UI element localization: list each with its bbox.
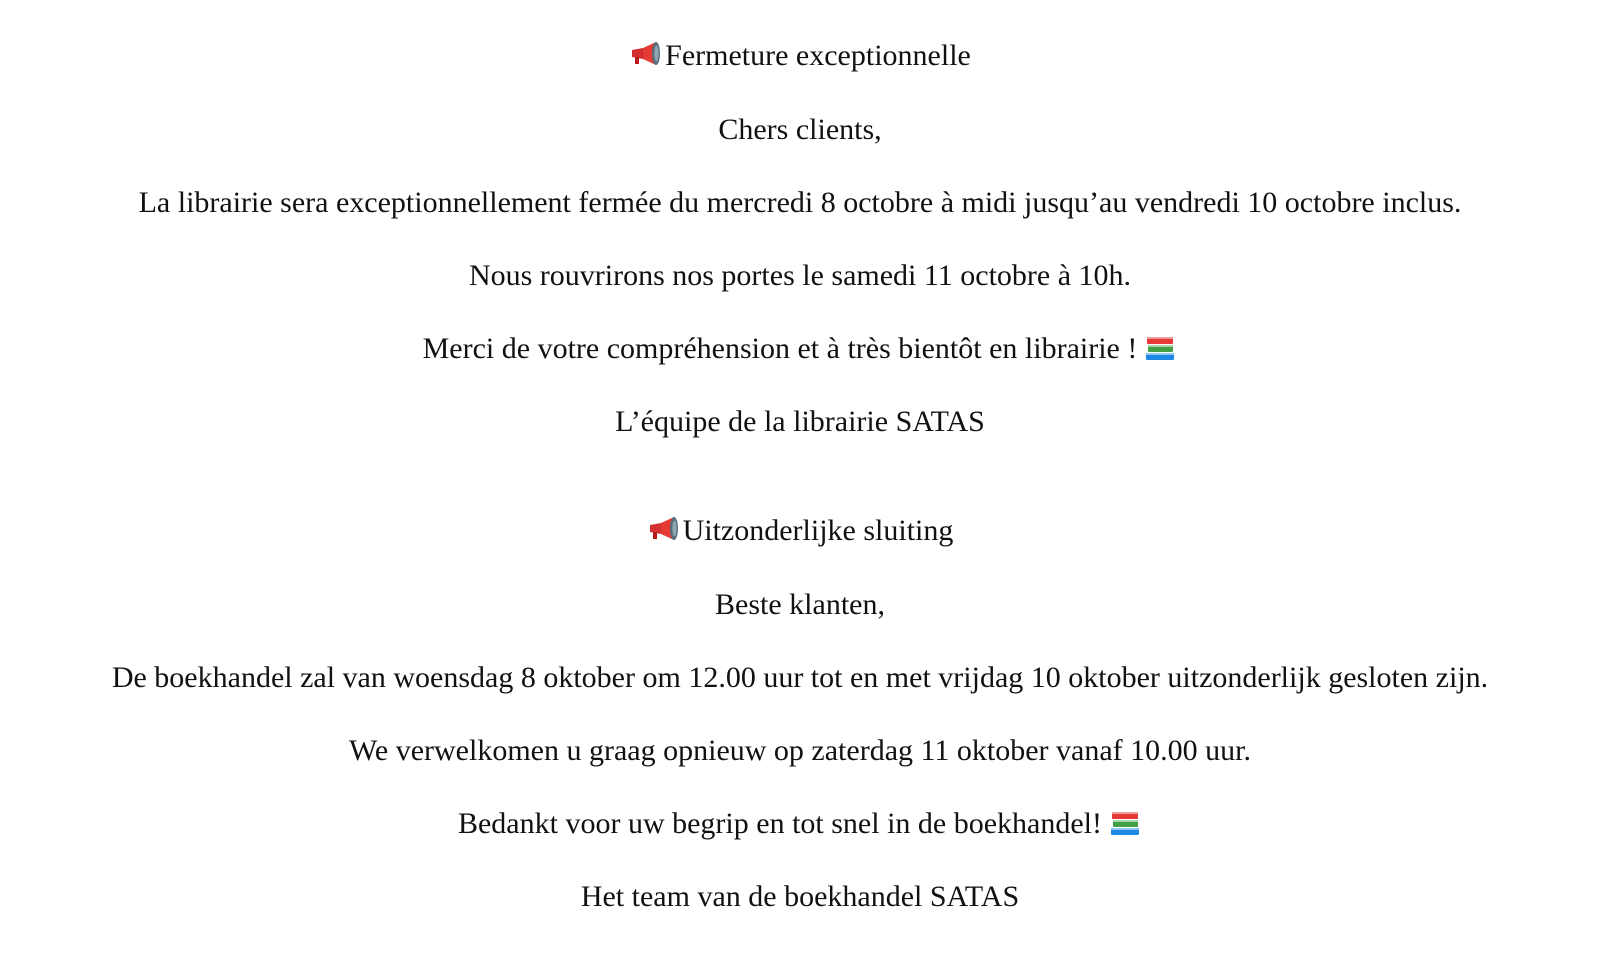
- fr-signature: L’équipe de la librairie SATAS: [615, 405, 985, 438]
- fr-heading: [0, 38, 1600, 74]
- fr-thanks-text: Merci de votre compréhension et à très bientôt en librairie !: [422, 332, 1138, 365]
- fr-closure-text: La librairie sera exceptionnellement fermée du mercredi 8 octobre à midi jusqu’au vendredi 10 octobre inclus.: [138, 186, 1462, 219]
- megaphone-icon: [629, 39, 663, 69]
- fr-thanks: [0, 331, 1600, 367]
- fr-heading-text: Fermeture exceptionnelle: [665, 39, 971, 72]
- fr-reopen-text: Nous rouvrirons nos portes le samedi 11 octobre à 10h.: [468, 259, 1132, 292]
- megaphone-icon: [647, 514, 681, 544]
- nl-thanks: [0, 806, 1600, 842]
- nl-heading: [0, 513, 1600, 549]
- books-icon: [1108, 807, 1142, 837]
- nl-heading-text: Uitzonderlijke sluiting: [682, 514, 954, 547]
- nl-closure-text: De boekhandel zal van woensdag 8 oktober om 12.00 uur tot en met vrijdag 10 oktober uitzonderlijk gesloten zijn.: [111, 661, 1489, 694]
- nl-greeting: Beste klanten,: [715, 588, 885, 621]
- nl-thanks-text: Bedankt voor uw begrip en tot snel in de boekhandel!: [457, 807, 1102, 840]
- books-icon: [1143, 332, 1177, 362]
- fr-greeting: Chers clients,: [718, 113, 882, 146]
- nl-reopen-text: We verwelkomen u graag opnieuw op zaterdag 11 oktober vanaf 10.00 uur.: [348, 734, 1251, 767]
- nl-signature: Het team van de boekhandel SATAS: [580, 880, 1020, 913]
